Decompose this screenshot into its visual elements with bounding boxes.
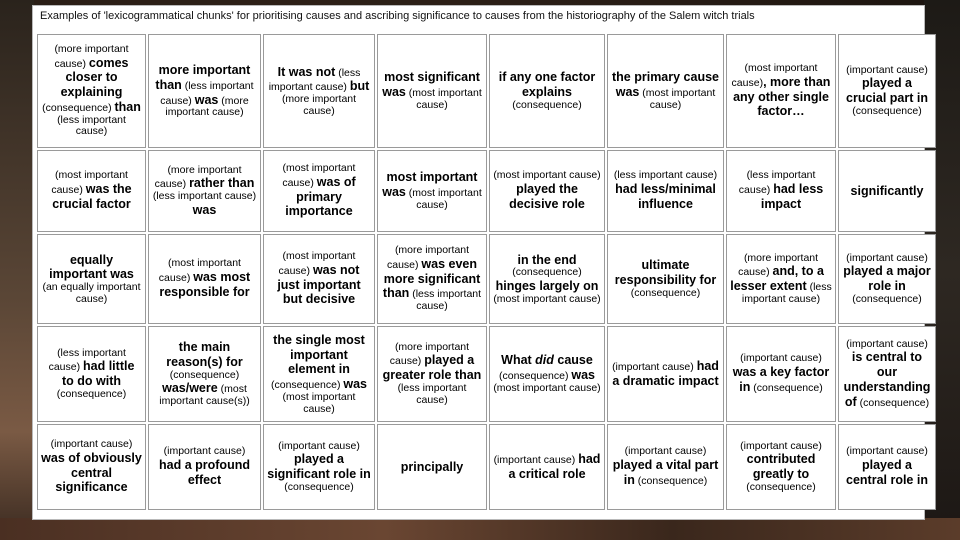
chunk-cell: [726, 150, 836, 232]
panel-title: Examples of 'lexicogrammatical chunks' for prioritising causes and ascribing significance to causes from the historiography of the Salem witch trials: [40, 10, 755, 22]
chunk-text: [730, 253, 832, 306]
chunk-text: [493, 70, 601, 111]
placeholder-text: (important cause): [493, 454, 579, 467]
placeholder-text: (consequence): [512, 98, 582, 111]
placeholder-text: (consequence): [750, 381, 823, 394]
placeholder-text: (consequence): [284, 480, 354, 493]
chunk-cell: [726, 34, 836, 148]
chunk-text: [493, 353, 601, 394]
chunk-phrase: had a critical role: [508, 452, 601, 481]
chunk-text: [41, 253, 142, 306]
placeholder-text: (important cause): [612, 361, 697, 374]
chunks-grid: [37, 34, 931, 516]
placeholder-text: (important cause): [846, 337, 928, 350]
chunk-cell: [37, 326, 146, 422]
chunk-text: [842, 253, 932, 306]
chunk-text: [152, 446, 257, 487]
chunk-text: [730, 353, 832, 394]
chunk-phrase: was not just important but decisive: [277, 262, 361, 307]
placeholder-text: (most important cause): [282, 390, 356, 415]
chunk-phrase: principally: [400, 459, 464, 474]
chunk-phrase: was of obviously central significance: [41, 450, 142, 495]
placeholder-text: (most important cause): [639, 87, 716, 111]
chunk-phrase: contributed greatly to: [746, 452, 816, 481]
chunk-text: [152, 63, 257, 119]
placeholder-text: (less important cause): [57, 113, 126, 138]
chunk-cell: [489, 150, 605, 232]
chunk-phrase: significantly: [850, 183, 924, 198]
chunks-panel: [32, 5, 931, 520]
chunk-phrase: played a central role in: [846, 458, 928, 487]
placeholder-text: (consequence): [56, 387, 127, 400]
chunk-text: [267, 333, 371, 416]
chunk-phrase: was a key factor in: [732, 365, 830, 394]
chunk-cell: [148, 424, 261, 510]
chunk-text: [381, 170, 483, 211]
chunk-cell: [263, 424, 375, 510]
chunk-cell: [489, 34, 605, 148]
chunk-cell: [377, 234, 487, 324]
chunk-cell: [607, 326, 724, 422]
chunk-cell: [377, 150, 487, 232]
chunk-cell: [37, 424, 146, 510]
chunk-phrase: the single most important element in: [273, 332, 365, 377]
placeholder-text: (most important cause): [731, 62, 818, 89]
chunk-phrase: had a profound effect: [159, 458, 250, 487]
chunk-phrase: most significant was: [382, 70, 480, 100]
chunk-phrase: in the end: [517, 252, 577, 267]
chunk-cell: [838, 150, 936, 232]
chunk-text: [267, 163, 371, 219]
placeholder-text: (important cause): [846, 251, 928, 264]
chunk-cell: [489, 326, 605, 422]
placeholder-text: (most important cause): [405, 187, 482, 211]
chunk-phrase: was even more significant than: [382, 256, 481, 301]
chunk-phrase: rather than: [189, 176, 255, 191]
placeholder-text: (most important cause(s)): [159, 383, 250, 408]
placeholder-text: (less important cause): [160, 79, 254, 107]
placeholder-text: (most important cause): [282, 162, 356, 189]
chunk-phrase: was of primary importance: [285, 174, 356, 219]
chunk-phrase: had less/minimal influence: [615, 182, 716, 211]
chunk-text: [267, 251, 371, 307]
chunk-phrase: was/were: [162, 381, 218, 396]
chunk-phrase: was: [343, 377, 368, 391]
chunk-phrase: played a crucial part in: [846, 76, 928, 105]
chunk-text: [41, 170, 142, 211]
chunk-cell: [148, 34, 261, 148]
chunk-text: [730, 441, 832, 494]
chunk-phrase: ultimate responsibility for: [614, 258, 717, 288]
chunk-cell: [726, 234, 836, 324]
placeholder-text: (important cause): [163, 445, 246, 458]
chunk-text: [851, 184, 924, 199]
chunk-cell: [607, 150, 724, 232]
placeholder-text: (less important cause): [48, 346, 126, 374]
chunk-phrase: was: [571, 368, 596, 383]
chunk-cell: [726, 326, 836, 422]
chunk-phrase: but: [349, 79, 370, 94]
chunk-cell: [148, 326, 261, 422]
placeholder-text: (consequence): [630, 286, 701, 299]
placeholder-text: (most important cause): [493, 381, 601, 394]
chunk-phrase: It was not: [277, 64, 336, 79]
placeholder-text: (consequence): [498, 370, 572, 383]
chunk-cell: [377, 424, 487, 510]
chunk-text: [730, 63, 832, 119]
chunk-phrase: hinges largely on: [495, 279, 599, 293]
chunk-phrase: played a greater role than: [382, 353, 482, 383]
chunk-phrase: is central to our understanding of: [843, 350, 931, 409]
chunk-cell: [377, 34, 487, 148]
chunk-cell: [838, 326, 936, 422]
placeholder-text: (consequence): [270, 379, 344, 391]
chunk-text: [493, 170, 601, 211]
placeholder-text: (consequence): [746, 480, 816, 493]
chunk-cell: [37, 234, 146, 324]
chunk-cell: [263, 326, 375, 422]
chunk-phrase: What: [501, 353, 536, 368]
chunk-phrase: played a vital part in: [612, 458, 719, 487]
chunk-phrase: comes closer to explaining: [60, 55, 129, 100]
chunk-text: [493, 253, 601, 306]
chunk-text: [381, 245, 483, 313]
placeholder-text: (an equally important cause): [42, 281, 141, 305]
chunk-cell: [263, 234, 375, 324]
chunk-text: [267, 65, 371, 118]
chunk-text: [381, 70, 483, 111]
chunk-cell: [263, 150, 375, 232]
chunk-phrase: was the crucial factor: [52, 182, 132, 211]
chunk-phrase: played the decisive role: [509, 182, 585, 211]
chunk-cell: [838, 424, 936, 510]
placeholder-text: (most important cause): [493, 292, 601, 305]
chunk-phrase: played a significant role in: [267, 452, 371, 481]
chunk-phrase: had little to do with: [61, 359, 135, 388]
chunk-text: [842, 446, 932, 487]
chunk-text: [611, 70, 720, 111]
chunk-phrase: had less impact: [760, 182, 824, 211]
placeholder-text: (consequence): [852, 104, 922, 117]
chunk-phrase: the primary cause was: [612, 70, 719, 100]
placeholder-text: (important cause): [624, 445, 707, 458]
chunk-phrase: did: [535, 353, 554, 368]
placeholder-text: (consequence): [634, 474, 708, 487]
chunk-phrase: than: [114, 99, 141, 114]
chunk-cell: [726, 424, 836, 510]
chunk-cell: [148, 150, 261, 232]
chunk-phrase: played a major role in: [843, 264, 931, 293]
chunk-text: [152, 340, 257, 408]
chunk-text: [152, 258, 257, 299]
chunk-text: [41, 44, 142, 138]
placeholder-text: (consequence): [852, 292, 922, 305]
chunk-cell: [607, 234, 724, 324]
placeholder-text: (more important cause): [386, 244, 470, 271]
placeholder-text: (less important cause): [268, 66, 361, 94]
chunk-phrase: was: [194, 92, 219, 107]
chunk-text: [611, 446, 720, 487]
placeholder-text: (less important cause): [152, 190, 257, 202]
chunk-cell: [37, 150, 146, 232]
placeholder-text: (consequence): [169, 368, 240, 381]
chunk-text: [730, 170, 832, 211]
chunk-text: [152, 165, 257, 218]
chunk-text: [611, 359, 720, 389]
placeholder-text: (less important cause): [613, 169, 718, 182]
chunk-cell: [148, 234, 261, 324]
chunk-text: [493, 452, 601, 482]
chunk-phrase: the main reason(s) for: [166, 340, 243, 369]
chunk-text: [611, 170, 720, 211]
placeholder-text: (important cause): [740, 439, 822, 452]
chunk-phrase: equally important was: [49, 252, 134, 282]
chunk-cell: [838, 234, 936, 324]
chunk-phrase: had a dramatic impact: [612, 359, 719, 388]
chunk-text: [41, 348, 142, 401]
placeholder-text: (important cause): [846, 63, 928, 76]
placeholder-text: (important cause): [278, 439, 360, 452]
placeholder-text: (most important cause): [405, 87, 482, 111]
chunk-phrase: most important was: [382, 170, 478, 200]
placeholder-text: (more important cause): [165, 94, 249, 119]
placeholder-text: (less important cause): [409, 288, 482, 313]
chunk-phrase: was: [192, 202, 217, 217]
placeholder-text: (more important cause): [281, 93, 357, 117]
chunk-phrase: if any one factor explains: [498, 70, 596, 100]
chunk-cell: [37, 34, 146, 148]
chunk-text: [842, 65, 932, 118]
chunk-cell: [489, 424, 605, 510]
chunk-cell: [607, 34, 724, 148]
placeholder-text: (more important cause): [738, 251, 819, 279]
placeholder-text: (less important cause): [397, 381, 467, 406]
placeholder-text: (consequence): [512, 266, 582, 279]
placeholder-text: (more important cause): [389, 340, 470, 368]
chunk-text: [381, 342, 483, 407]
placeholder-text: (most important cause): [51, 169, 128, 197]
chunk-phrase: cause: [553, 353, 593, 368]
placeholder-text: (important cause): [50, 438, 133, 450]
chunk-text: [41, 439, 142, 495]
chunk-phrase: , more than any other single factor…: [733, 74, 831, 119]
chunk-cell: [838, 34, 936, 148]
background-painting-bottom: [0, 518, 960, 540]
chunk-text: [401, 460, 464, 475]
chunk-cell: [377, 326, 487, 422]
placeholder-text: (consequence): [856, 396, 930, 409]
placeholder-text: (less important cause): [741, 281, 832, 305]
chunk-phrase: was most responsible for: [159, 270, 251, 299]
placeholder-text: (consequence): [42, 101, 115, 114]
placeholder-text: (important cause): [846, 445, 928, 458]
chunk-cell: [607, 424, 724, 510]
placeholder-text: (most important cause): [278, 250, 356, 277]
chunk-text: [611, 258, 720, 299]
chunk-phrase: and, to a lesser extent: [730, 264, 824, 293]
chunk-cell: [263, 34, 375, 148]
placeholder-text: (more important cause): [154, 163, 242, 191]
placeholder-text: (less important cause): [738, 169, 816, 197]
chunk-text: [842, 339, 932, 410]
chunk-cell: [489, 234, 605, 324]
placeholder-text: (more important cause): [54, 42, 129, 70]
placeholder-text: (important cause): [740, 352, 822, 365]
placeholder-text: (most important cause): [493, 169, 601, 182]
background-painting-left: [0, 0, 34, 540]
chunk-text: [267, 441, 371, 494]
placeholder-text: (most important cause): [158, 257, 241, 285]
chunk-phrase: more important than: [155, 63, 251, 92]
